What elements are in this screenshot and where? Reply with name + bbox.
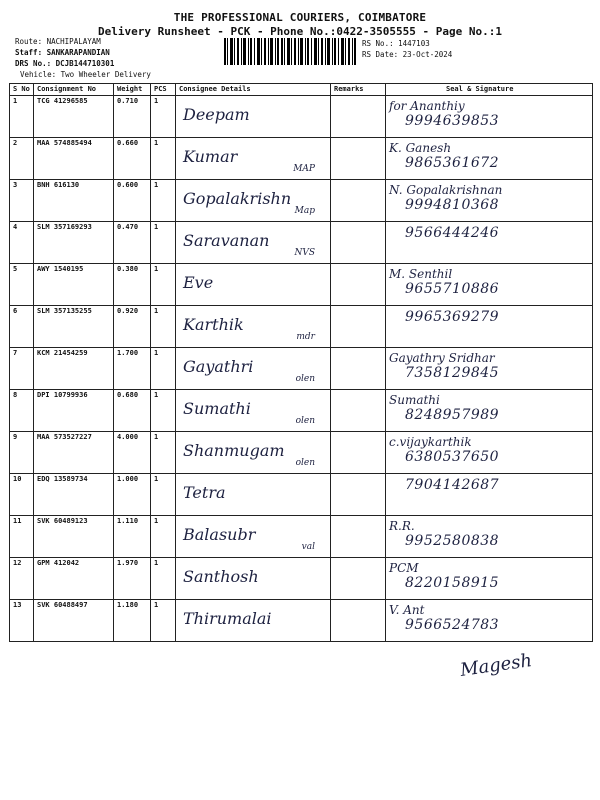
recipient-phone: 9566444246 — [405, 225, 500, 241]
weight-value: 4.000 — [117, 433, 139, 441]
table-row — [10, 306, 593, 348]
weight-value: 1.180 — [117, 601, 139, 609]
table-row — [10, 516, 593, 558]
recipient-signature: Sumathi — [389, 393, 440, 407]
consignee-name: Santhosh — [183, 567, 259, 586]
recipient-phone: 9655710886 — [405, 281, 500, 297]
recipient-phone: 6380537650 — [405, 449, 500, 465]
pcs-value: 1 — [154, 349, 159, 357]
recipient-phone: 9865361672 — [405, 155, 500, 171]
serial-number: 11 — [13, 517, 22, 525]
consignee-name: Eve — [183, 273, 214, 292]
consignment-number: KCM 21454259 — [37, 349, 88, 357]
consignee-name: Deepam — [183, 105, 250, 124]
consignment-number: BNH 616130 — [37, 181, 80, 189]
remarks-cell — [331, 390, 386, 432]
col-header-consignee: Consignee Details — [176, 84, 331, 96]
consignee-name: Balasubr — [183, 525, 256, 544]
consignment-number: MAA 574885494 — [37, 139, 92, 147]
remarks-cell — [331, 432, 386, 474]
col-header-weight: Weight — [114, 84, 151, 96]
weight-value: 0.710 — [117, 97, 139, 105]
consignee-name: Shanmugam — [183, 441, 285, 460]
weight-value: 0.920 — [117, 307, 139, 315]
consignment-number: DPI 10799936 — [37, 391, 88, 399]
consignment-number: AWY 1540195 — [37, 265, 84, 273]
consignee-tag: olen — [295, 416, 315, 426]
pcs-value: 1 — [154, 601, 159, 609]
consignee-name: Kumar — [183, 147, 238, 166]
table-row — [10, 180, 593, 222]
consignment-number: EDQ 13589734 — [37, 475, 88, 483]
consignment-number: TCG 41296585 — [37, 97, 88, 105]
remarks-cell — [331, 138, 386, 180]
pcs-value: 1 — [154, 181, 159, 189]
route-label: Route: NACHIPALAYAM — [15, 37, 101, 46]
pcs-value: 1 — [154, 433, 159, 441]
recipient-phone: 9994639853 — [405, 113, 500, 129]
remarks-cell — [331, 516, 386, 558]
pcs-value: 1 — [154, 517, 159, 525]
recipient-signature: N. Gopalakrishnan — [389, 183, 503, 197]
col-header-signature: Seal & Signature — [386, 84, 593, 96]
serial-number: 3 — [13, 181, 18, 189]
remarks-cell — [331, 474, 386, 516]
consignee-name: Karthik — [183, 315, 244, 334]
recipient-phone: 9965369279 — [405, 309, 500, 325]
pcs-value: 1 — [154, 391, 159, 399]
recipient-phone: 7904142687 — [405, 477, 500, 493]
document-title: THE PROFESSIONAL COURIERS, COIMBATORE — [173, 11, 427, 24]
vehicle-label: Vehicle: Two Wheeler Delivery — [20, 70, 151, 79]
weight-value: 1.000 — [117, 475, 139, 483]
consignee-name: Tetra — [183, 483, 226, 502]
consignment-number: SVK 60488497 — [37, 601, 88, 609]
pcs-value: 1 — [154, 97, 159, 105]
recipient-phone: 8248957989 — [405, 407, 500, 423]
consignee-tag: olen — [295, 374, 315, 384]
footer-signature: Magesh — [458, 650, 534, 681]
recipient-phone: 8220158915 — [405, 575, 500, 591]
consignee-name: Gopalakrishn — [183, 189, 292, 208]
weight-value: 0.470 — [117, 223, 139, 231]
weight-value: 0.600 — [117, 181, 139, 189]
consignee-tag: NVS — [294, 248, 315, 258]
rs-number: RS No.: 1447103 — [362, 39, 430, 48]
weight-value: 0.660 — [117, 139, 139, 147]
recipient-signature: K. Ganesh — [389, 141, 452, 155]
serial-number: 6 — [13, 307, 18, 315]
consignee-tag: val — [301, 542, 315, 552]
runsheet-table — [9, 83, 593, 642]
table-row — [10, 222, 593, 264]
weight-value: 0.380 — [117, 265, 139, 273]
consignment-number: GPM 412042 — [37, 559, 80, 567]
barcode-image — [224, 38, 356, 65]
table-row — [10, 474, 593, 516]
table-row — [10, 390, 593, 432]
table-row — [10, 96, 593, 138]
weight-value: 1.970 — [117, 559, 139, 567]
table-row — [10, 600, 593, 642]
remarks-cell — [331, 306, 386, 348]
staff-label: Staff: SANKARAPANDIAN — [15, 48, 110, 57]
recipient-phone: 9994810368 — [405, 197, 500, 213]
recipient-phone: 9952580838 — [405, 533, 500, 549]
serial-number: 1 — [13, 97, 18, 105]
serial-number: 9 — [13, 433, 18, 441]
remarks-cell — [331, 600, 386, 642]
recipient-signature: Gayathry Sridhar — [389, 351, 495, 365]
serial-number: 13 — [13, 601, 22, 609]
consignment-number: MAA 573527227 — [37, 433, 92, 441]
table-row — [10, 432, 593, 474]
weight-value: 0.680 — [117, 391, 139, 399]
pcs-value: 1 — [154, 307, 159, 315]
serial-number: 7 — [13, 349, 18, 357]
serial-number: 12 — [13, 559, 22, 567]
recipient-signature: M. Senthil — [389, 267, 453, 281]
col-header-remarks: Remarks — [331, 84, 386, 96]
rs-date: RS Date: 23-Oct-2024 — [362, 50, 453, 59]
recipient-phone: 7358129845 — [405, 365, 500, 381]
pcs-value: 1 — [154, 223, 159, 231]
consignee-tag: olen — [295, 458, 315, 468]
consignment-number: SVK 60489123 — [37, 517, 88, 525]
remarks-cell — [331, 96, 386, 138]
recipient-phone: 9566524783 — [405, 617, 500, 633]
weight-value: 1.110 — [117, 517, 139, 525]
recipient-signature: c.vijaykarthik — [389, 435, 472, 449]
recipient-signature: V. Ant — [389, 603, 425, 617]
table-row — [10, 264, 593, 306]
consignment-number: SLM 357135255 — [37, 307, 92, 315]
consignee-name: Saravanan — [183, 231, 270, 250]
remarks-cell — [331, 558, 386, 600]
col-header-sno: S No — [10, 84, 34, 96]
drs-label: DRS No.: DCJB144710301 — [15, 59, 115, 68]
serial-number: 5 — [13, 265, 18, 273]
remarks-cell — [331, 180, 386, 222]
consignee-tag: MAP — [293, 164, 315, 174]
table-row — [10, 348, 593, 390]
remarks-cell — [331, 264, 386, 306]
weight-value: 1.700 — [117, 349, 139, 357]
pcs-value: 1 — [154, 559, 159, 567]
pcs-value: 1 — [154, 139, 159, 147]
serial-number: 4 — [13, 223, 18, 231]
table-row — [10, 138, 593, 180]
recipient-signature: R.R. — [389, 519, 415, 533]
consignee-name: Sumathi — [183, 399, 251, 418]
consignee-tag: Map — [294, 206, 315, 216]
consignee-tag: mdr — [296, 332, 315, 342]
col-header-pcs: PCS — [151, 84, 176, 96]
pcs-value: 1 — [154, 475, 159, 483]
table-row — [10, 558, 593, 600]
remarks-cell — [331, 222, 386, 264]
remarks-cell — [331, 348, 386, 390]
document-subtitle: Delivery Runsheet - PCK - Phone No.:0422-3505555 - Page No.:1 — [98, 25, 502, 38]
pcs-value: 1 — [154, 265, 159, 273]
recipient-signature: PCM — [389, 561, 419, 575]
table-header-row — [10, 84, 593, 96]
consignment-number: SLM 357169293 — [37, 223, 92, 231]
serial-number: 8 — [13, 391, 18, 399]
consignee-name: Gayathri — [183, 357, 254, 376]
recipient-signature: for Ananthiy — [389, 99, 465, 113]
col-header-consignment: Consignment No — [34, 84, 114, 96]
consignee-name: Thirumalai — [183, 609, 272, 628]
serial-number: 10 — [13, 475, 22, 483]
serial-number: 2 — [13, 139, 18, 147]
